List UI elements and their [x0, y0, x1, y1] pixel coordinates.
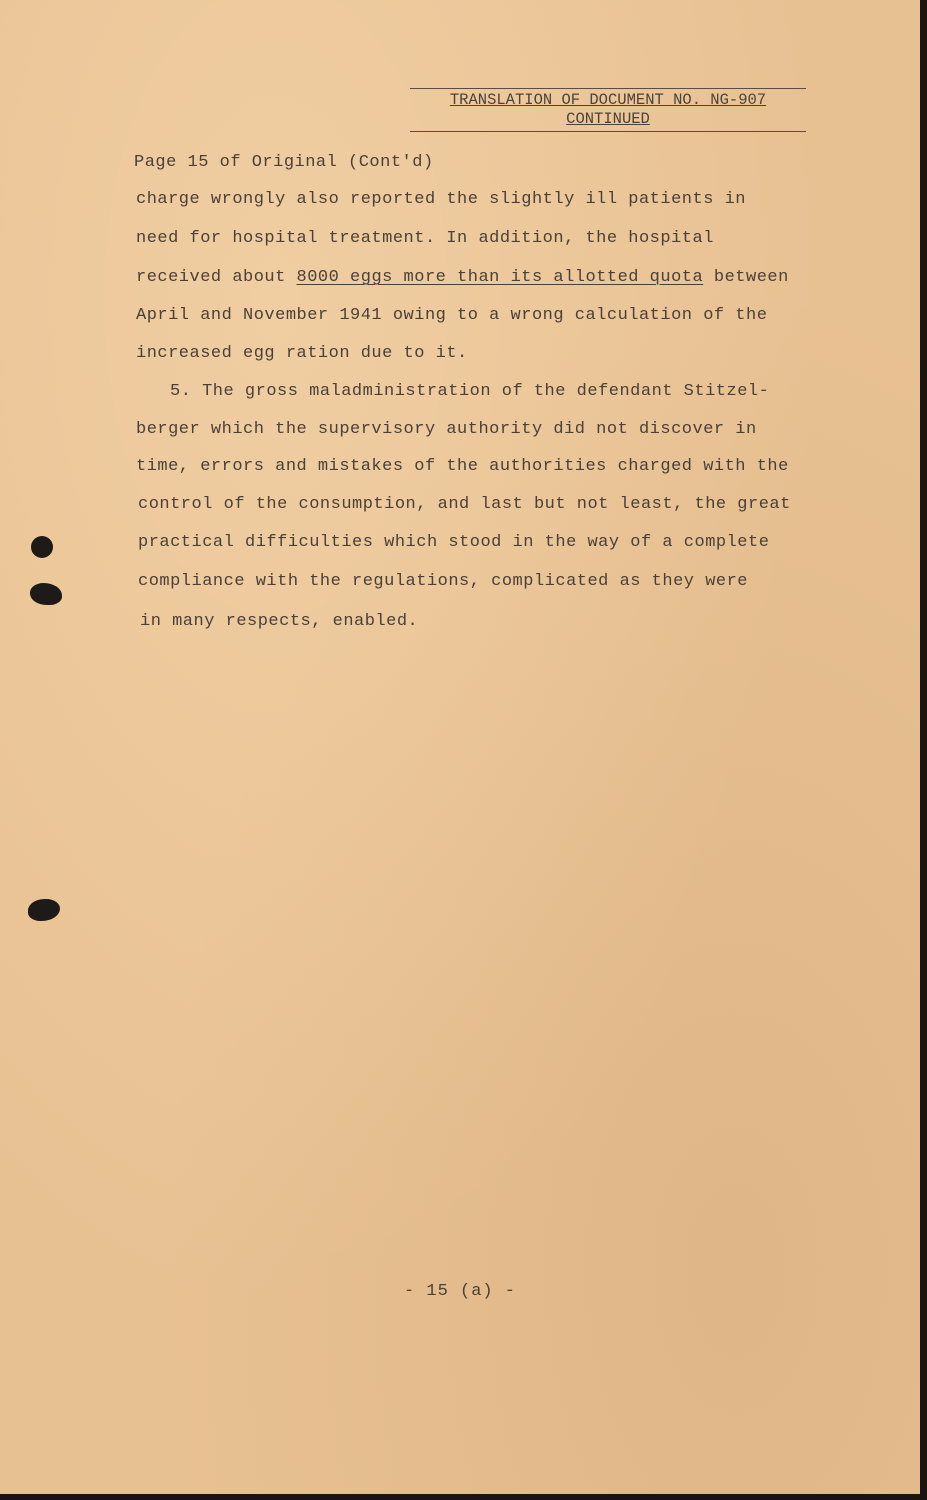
- paragraph-5-line-5: practical difficulties which stood in the way of a complete: [138, 533, 770, 552]
- paragraph-5-line-4: control of the consumption, and last but not least, the great: [138, 495, 791, 514]
- paragraph-5-line-7: in many respects, enabled.: [140, 612, 419, 631]
- text-line-5: increased egg ration due to it.: [136, 344, 468, 363]
- paragraph-5-line-6: compliance with the regulations, complicated as they were: [138, 572, 748, 591]
- scan-edge: [920, 0, 927, 1500]
- punch-hole-top: [31, 536, 53, 558]
- page-reference: Page 15 of Original (Cont'd): [134, 153, 434, 172]
- text-line-4: April and November 1941 owing to a wrong calculation of the: [136, 306, 768, 325]
- text-line-3-end: between: [713, 268, 789, 287]
- underlined-egg-quota: 8000 eggs more than its allotted quota: [296, 268, 704, 287]
- text-line-1: charge wrongly also reported the slightly ill patients in: [136, 190, 746, 209]
- document-subtitle: CONTINUED: [566, 110, 650, 128]
- document-title: TRANSLATION OF DOCUMENT NO. NG-907: [449, 91, 767, 109]
- text-line-3-start: received about: [136, 268, 286, 287]
- text-line-3: [136, 268, 789, 287]
- text-line-2: need for hospital treatment. In addition, the hospital: [136, 229, 714, 248]
- paragraph-5-line-2: berger which the supervisory authority did not discover in: [136, 420, 757, 439]
- document-header: [410, 88, 806, 132]
- punch-hole-middle: [30, 583, 62, 605]
- paragraph-5-line-1: 5. The gross maladministration of the defendant Stitzel-: [170, 382, 770, 401]
- paragraph-5-line-3: time, errors and mistakes of the authorities charged with the: [136, 457, 789, 476]
- header-top-rule: [410, 88, 806, 89]
- punch-hole-bottom: [28, 899, 60, 921]
- page-number: - 15 (a) -: [403, 1282, 517, 1301]
- header-bottom-rule: [410, 131, 806, 132]
